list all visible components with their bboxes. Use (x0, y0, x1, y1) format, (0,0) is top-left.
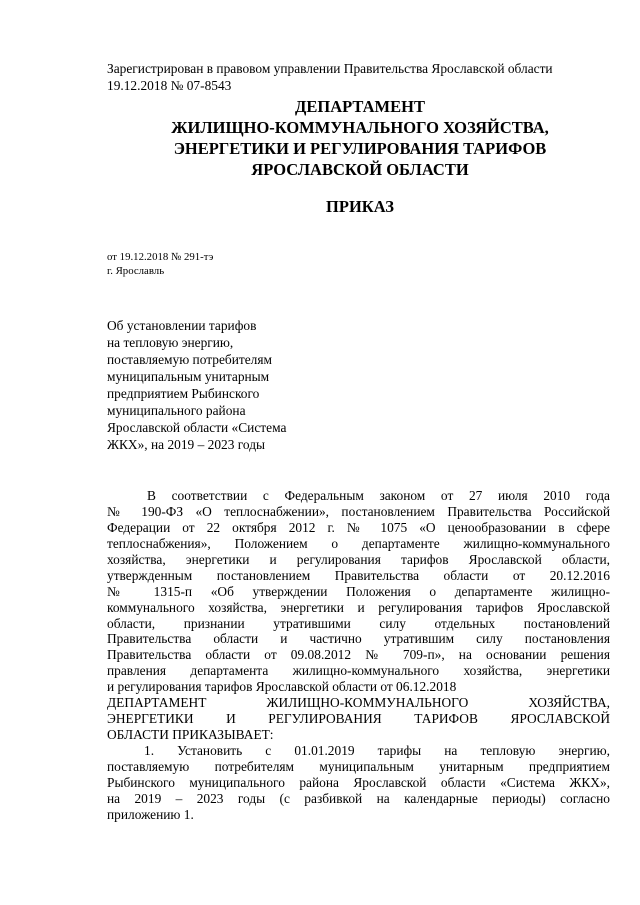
item-1-line: приложению 1. (107, 806, 194, 822)
subject-line: ЖКХ», на 2019 – 2023 годы (107, 437, 266, 452)
subject-line: на тепловую энергию, (107, 335, 234, 350)
preamble-line: и регулирования тарифов Ярославской области от 06.12.2018 (107, 679, 457, 695)
preamble-line: Правительства области от 09.08.2012 № 709-п», на основании решения (107, 647, 610, 663)
preamble-line: теплоснабжения», Положением о департаменте жилищно-коммунального (107, 535, 610, 551)
department-line: ЭНЕРГЕТИКИ И РЕГУЛИРОВАНИЯ ТАРИФОВ (173, 139, 547, 158)
preamble-line: хозяйства, энергетики и регулирования тарифов Ярославской области, (107, 551, 610, 567)
item-1-line: на 2019 – 2023 годы (с разбивкой на календарные периоды) согласно (107, 790, 610, 806)
preamble-line: № 1315-п «Об утверждении Положения о департаменте жилищно- (107, 583, 610, 599)
directive-paragraph (107, 695, 610, 743)
preamble-line: утвержденным постановлением Правительства области от 20.12.2016 (107, 567, 610, 583)
department-header (100, 96, 620, 180)
subject-line: муниципального района (107, 403, 246, 418)
directive-line: ЭНЕРГЕТИКИ И РЕГУЛИРОВАНИЯ ТАРИФОВ ЯРОСЛАВСКОЙ (107, 711, 610, 727)
subject-line: Об установлении тарифов (107, 318, 257, 333)
preamble-line: правления департамента жилищно-коммунального хозяйства, энергетики (107, 663, 610, 679)
department-line: ДЕПАРТАМЕНТ (295, 97, 425, 116)
order-title: ПРИКАЗ (326, 197, 394, 216)
preamble-line: В соответствии с Федеральным законом от 27 июля 2010 года (147, 488, 610, 503)
subject-line: предприятием Рыбинского (107, 386, 260, 401)
subject-line: муниципальным унитарным (107, 369, 270, 384)
subject-line: Ярославской области «Система (107, 420, 287, 435)
item-1-line: Рыбинского муниципального района Ярославской области «Система ЖКХ», (107, 774, 610, 790)
order-body (107, 488, 610, 823)
directive-line: ДЕПАРТАМЕНТ ЖИЛИЩНО-КОММУНАЛЬНОГО ХОЗЯЙСТВА, (107, 695, 610, 711)
registration-line: Зарегистрирован в правовом управлении Правительства Ярославской области (107, 61, 553, 76)
order-date-number: от 19.12.2018 № 291-тэ (107, 251, 214, 263)
item-1-paragraph (107, 743, 610, 823)
order-meta (107, 250, 213, 278)
preamble-line: области, признании утратившими силу отдельных постановлений (107, 615, 610, 631)
preamble-line: Федерации от 22 октября 2012 г. № 1075 «О ценообразовании в сфере (107, 519, 610, 535)
department-line: ЯРОСЛАВСКОЙ ОБЛАСТИ (251, 160, 469, 179)
preamble-line: Правительства области и частично утратившим силу постановления (107, 631, 610, 647)
item-1-line: 1. Установить с 01.01.2019 тарифы на тепловую энергию, (144, 743, 610, 758)
order-city: г. Ярославль (107, 265, 165, 277)
order-subject (107, 317, 427, 453)
preamble-line: коммунального хозяйства, энергетики и регулирования тарифов Ярославской (107, 599, 610, 615)
registration-note (107, 60, 617, 94)
preamble-line: № 190-ФЗ «О теплоснабжении», постановлением Правительства Российской (107, 503, 610, 519)
preamble-paragraph (107, 488, 610, 695)
directive-line: ОБЛАСТИ ПРИКАЗЫВАЕТ: (107, 727, 274, 743)
subject-line: поставляемую потребителям (107, 352, 272, 367)
registration-number: 19.12.2018 № 07-8543 (107, 78, 232, 93)
department-line: ЖИЛИЩНО-КОММУНАЛЬНОГО ХОЗЯЙСТВА, (171, 118, 549, 137)
item-1-line: поставляемую потребителям муниципальным унитарным предприятием (107, 758, 610, 774)
